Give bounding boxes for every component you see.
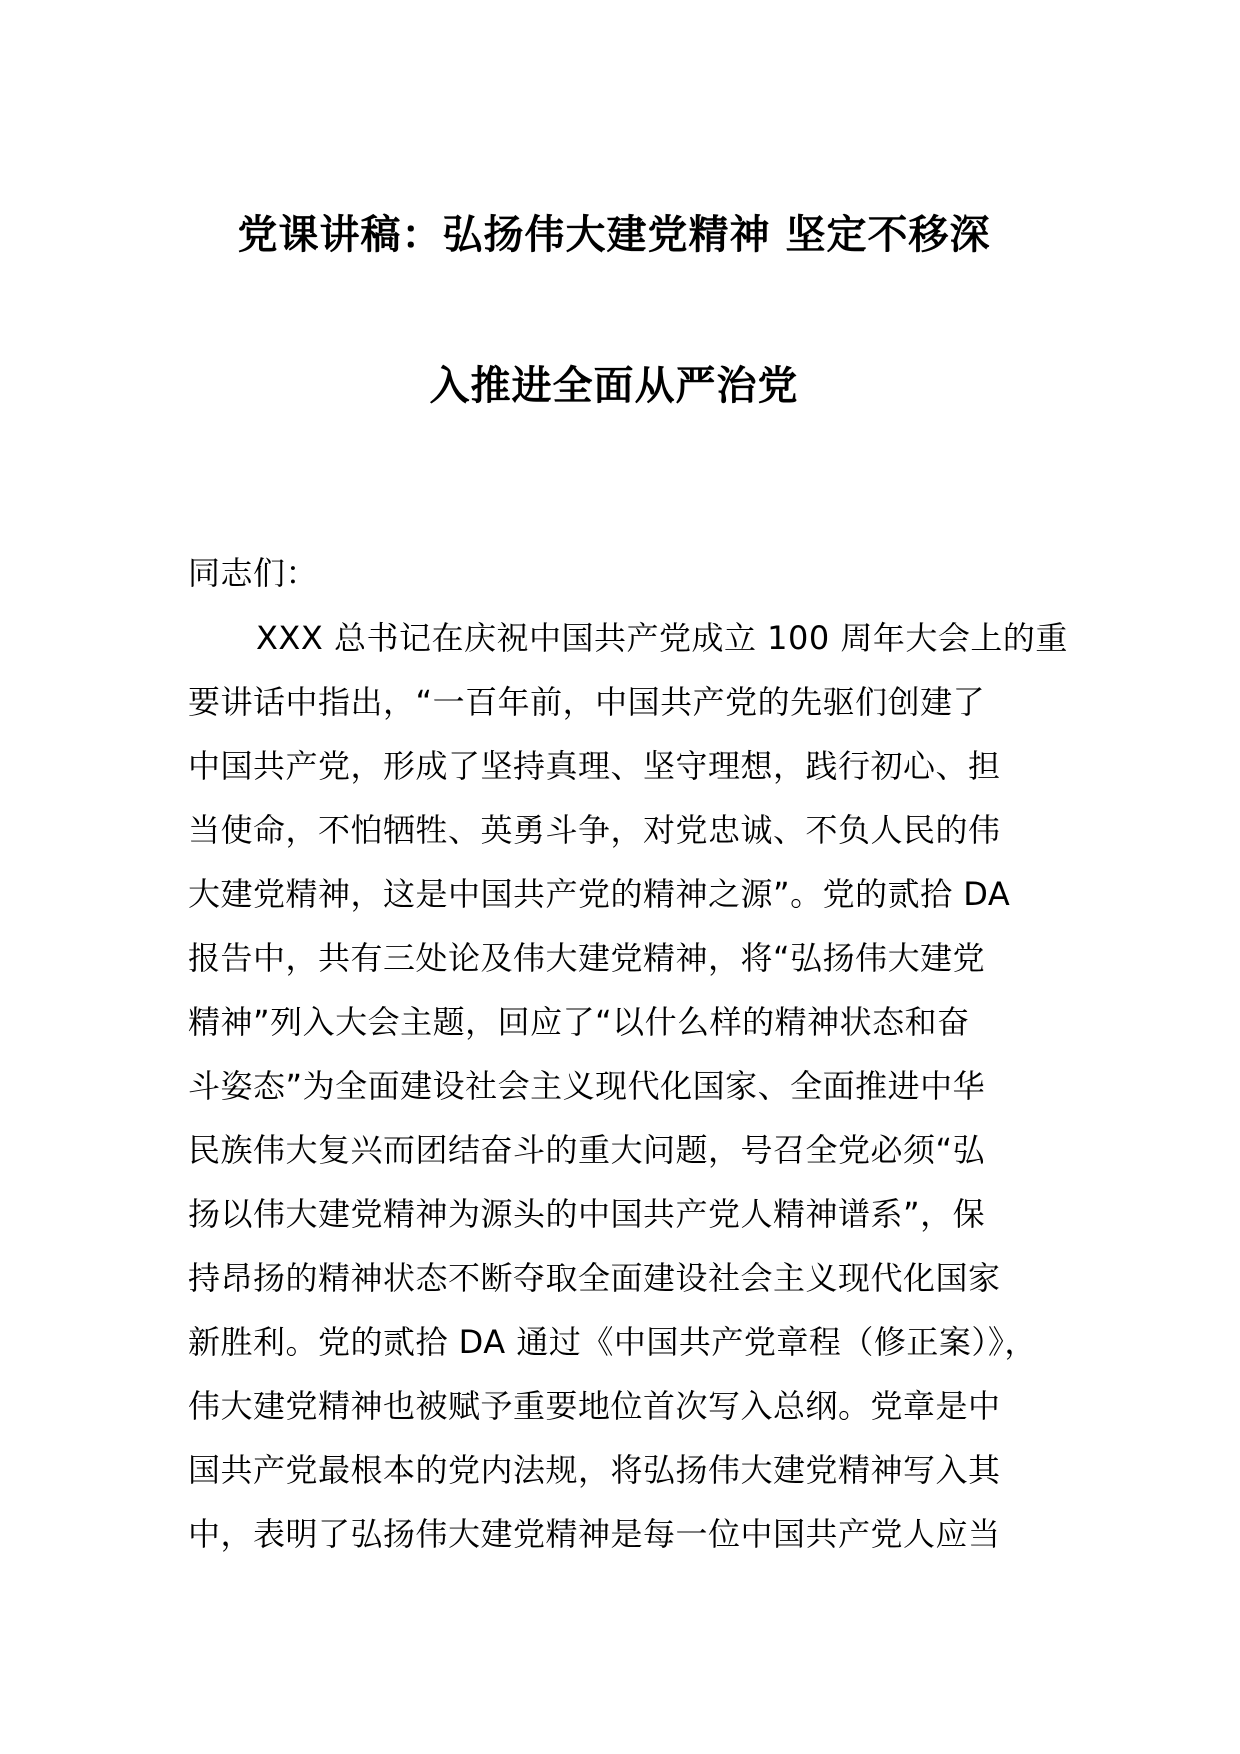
body-line: XXX 总书记在庆祝中国共产党成立 100 周年大会上的重 (256, 619, 1068, 657)
body-line: 民族伟大复兴而团结奋斗的重大问题，号召全党必须“弘 (188, 1131, 986, 1169)
body-line: 报告中，共有三处论及伟大建党精神，将“弘扬伟大建党 (188, 939, 986, 977)
body-line: 国共产党最根本的党内法规，将弘扬伟大建党精神写入其 (188, 1451, 1001, 1489)
document-title-line-1: 党课讲稿：弘扬伟大建党精神 坚定不移深 (237, 212, 991, 258)
body-line: 伟大建党精神也被赋予重要地位首次写入总纲。党章是中 (188, 1387, 1001, 1425)
body-line: 新胜利。党的贰拾 DA 通过《中国共产党章程（修正案）》， (188, 1323, 1037, 1361)
salutation: 同志们： (188, 554, 319, 592)
body-line: 要讲话中指出，“一百年前，中国共产党的先驱们创建了 (188, 683, 986, 721)
body-line: 中，表明了弘扬伟大建党精神是每一位中国共产党人应当 (188, 1515, 1001, 1553)
body-line: 持昂扬的精神状态不断夺取全面建设社会主义现代化国家 (188, 1259, 1001, 1297)
body-line: 扬以伟大建党精神为源头的中国共产党人精神谱系”，保 (188, 1195, 986, 1233)
body-line: 中国共产党，形成了坚持真理、坚守理想，践行初心、担 (188, 747, 1001, 785)
body-line: 斗姿态”为全面建设社会主义现代化国家、全面推进中华 (188, 1067, 986, 1105)
body-line: 当使命，不怕牺牲、英勇斗争，对党忠诚、不负人民的伟 (188, 811, 1001, 849)
document-title-line-2: 入推进全面从严治党 (429, 363, 799, 409)
body-line: 精神”列入大会主题，回应了“以什么样的精神状态和奋 (188, 1003, 970, 1041)
body-line: 大建党精神，这是中国共产党的精神之源”。党的贰拾 DA (188, 875, 1011, 913)
